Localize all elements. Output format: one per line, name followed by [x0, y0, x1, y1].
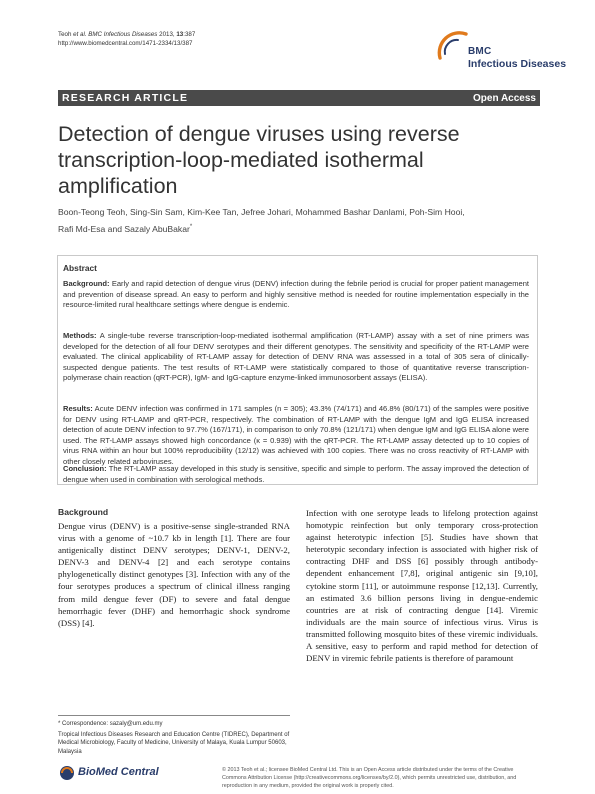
- body-left-column: Dengue virus (DENV) is a positive-sense single-stranded RNA virus with a genome of ~10.7 kb in length [1]. There are four antigenically distinct DENV serotypes; DENV-1, DENV-2, DENV-3 and DENV-4 [2] and each serotype contains phylogenetically distinct genotypes [3]. Infection with any of the four serotypes produces a spectrum of clinical illness ranging from mild dengue fever (DF) to severe and fatal dengue hemorrhagic fever (DHF) and hemorrhagic shock syndrome (DSS) [4].: [58, 521, 290, 628]
- open-access-label: Open Access: [473, 92, 536, 104]
- citation-page: :387: [183, 31, 196, 38]
- abstract-heading: Abstract: [63, 263, 97, 273]
- title-line-1: Detection of dengue viruses using reverse: [58, 122, 460, 146]
- abstract-conclusion: [63, 464, 529, 485]
- citation-volume: 13: [176, 31, 184, 38]
- article-type-banner: [58, 90, 540, 106]
- section-heading-background: Background: [58, 507, 109, 517]
- footnote-divider: [58, 715, 290, 716]
- abstract-results: [63, 404, 529, 468]
- affiliation-note: Tropical Infectious Diseases Research and Education Centre (TIDREC), Department of Medical Microbiology, Faculty of Medicine, University of Malaya, Kuala Lumpur 50603, Malaysia: [58, 732, 290, 755]
- citation-url[interactable]: http://www.biomedcentral.com/1471-2334/13/387: [58, 40, 193, 47]
- body-right-column: Infection with one serotype leads to lifelong protection against homotypic reinfection but only temporary cross-protection against heterotypic infection [5]. Studies have shown that heterotypic secondary infection is associated with higher risk of contracting DHF and DSS [6] possibly through antibody-dependent enhancement [7,8], original antigenic sin [9,10], cytokine storm [11], or autoimmune response [12,13]. Currently, an estimated 3.6 billion persons living in dengue-endemic countries are at risk of contracting dengue [14]. Viremic individuals are the main source of infectious virus. Virus is transmitted following mosquito bites of these viremic individuals. A sensitive, easy to perform and rapid method for detection of DENV in viremic febrile patients is therefore of paramount: [306, 508, 538, 664]
- article-title: [58, 121, 528, 199]
- license-text: © 2013 Teoh et al.; licensee BioMed Central Ltd. This is an Open Access article distributed under the terms of the Creative Commons Attribution License (http://creativecommons.org/licenses/by/2.0), which permits unrestricted use, distribution, and reproduction in any medium, provided the original work is properly cited.: [222, 767, 517, 789]
- abstract-background-text: Early and rapid detection of dengue virus (DENV) infection during the febrile period is crucial for proper patient management and prevention of disease spread. An easy to perform and highly sensitive method is needed for routine implementation especially in the resource-limited rural healthcare settings where dengue is endemic.: [63, 279, 529, 310]
- biomed-central-logo-icon: [58, 765, 76, 781]
- abstract-background-label: Background:: [63, 279, 110, 288]
- abstract-methods: [63, 331, 529, 384]
- citation-line: [58, 31, 195, 39]
- corresponding-marker: *: [189, 224, 193, 230]
- citation-year: 2013,: [157, 31, 177, 38]
- abstract-background: [63, 279, 529, 311]
- title-line-3: amplification: [58, 174, 178, 198]
- citation-journal: et al. BMC Infectious Diseases: [73, 31, 158, 38]
- title-line-2: transcription-loop-mediated isothermal: [58, 148, 424, 172]
- author-list: [58, 205, 498, 237]
- abstract-methods-label: Methods:: [63, 331, 97, 340]
- abstract-conclusion-label: Conclusion:: [63, 464, 107, 473]
- authors-line-2-text: Rafi Md-Esa and Sazaly AbuBakar: [58, 223, 190, 234]
- abstract-methods-text: A single-tube reverse transcription-loop-mediated isothermal amplification (RT-LAMP) assay with a set of nine primers was developed for the detection of all four DENV serotypes and their different genotypes. The sensitivity and specificity of the RT-LAMP were evaluated. The clinical applicability of RT-LAMP assay for detection of DENV RNA was assessed in a total of 305 sera of clinically-suspected dengue patients. The test results of RT-LAMP were statistically compared to those of quantitative reverse transcription-polymerase chain reaction (qRT-PCR), IgM- and IgG-capture enzyme-linked immunosorbent assays (ELISA).: [63, 331, 529, 383]
- correspondence-note: * Correspondence: sazaly@um.edu.my: [58, 721, 163, 727]
- authors-line-1: Boon-Teong Teoh, Sing-Sin Sam, Kim-Kee Tan, Jefree Johari, Mohammed Bashar Danlami, Poh-Sim Hooi,: [58, 207, 465, 217]
- citation-authors: Teoh: [58, 31, 74, 38]
- authors-line-2: [58, 220, 498, 237]
- abstract-results-label: Results:: [63, 404, 93, 413]
- publisher-name: BioMed Central: [78, 766, 159, 778]
- logo-text-bmc: BMC: [468, 46, 492, 57]
- logo-text-journal: Infectious Diseases: [468, 58, 567, 70]
- abstract-conclusion-text: The RT-LAMP assay developed in this study is sensitive, specific and simple to perform. The assay improved the detection of dengue when used in combination with serological methods.: [63, 464, 529, 484]
- article-type-label: RESEARCH ARTICLE: [62, 92, 189, 104]
- abstract-results-text: Acute DENV infection was confirmed in 171 samples (n = 305); 43.3% (74/171) and 46.8% (80/171) of the samples were positive for DENV using RT-LAMP and qRT-PCR, respectively. The combination of RT-LAMP with the dengue IgM and IgG ELISA increased detection of acute DENV infection to 97.7% (167/171), in comparison to only 70.8% (121/171) when dengue IgM and IgG ELISA alone were used. The RT-LAMP assays showed high concordance (κ = 0.939) with the qRT-PCR. The RT-LAMP assay detected up to 10 copies of virus RNA within an hour but 100% reproducibility (12/12) was achieved with 100 copies. There was no cross reactivity of RT-LAMP with other closely related arboviruses.: [63, 404, 529, 466]
